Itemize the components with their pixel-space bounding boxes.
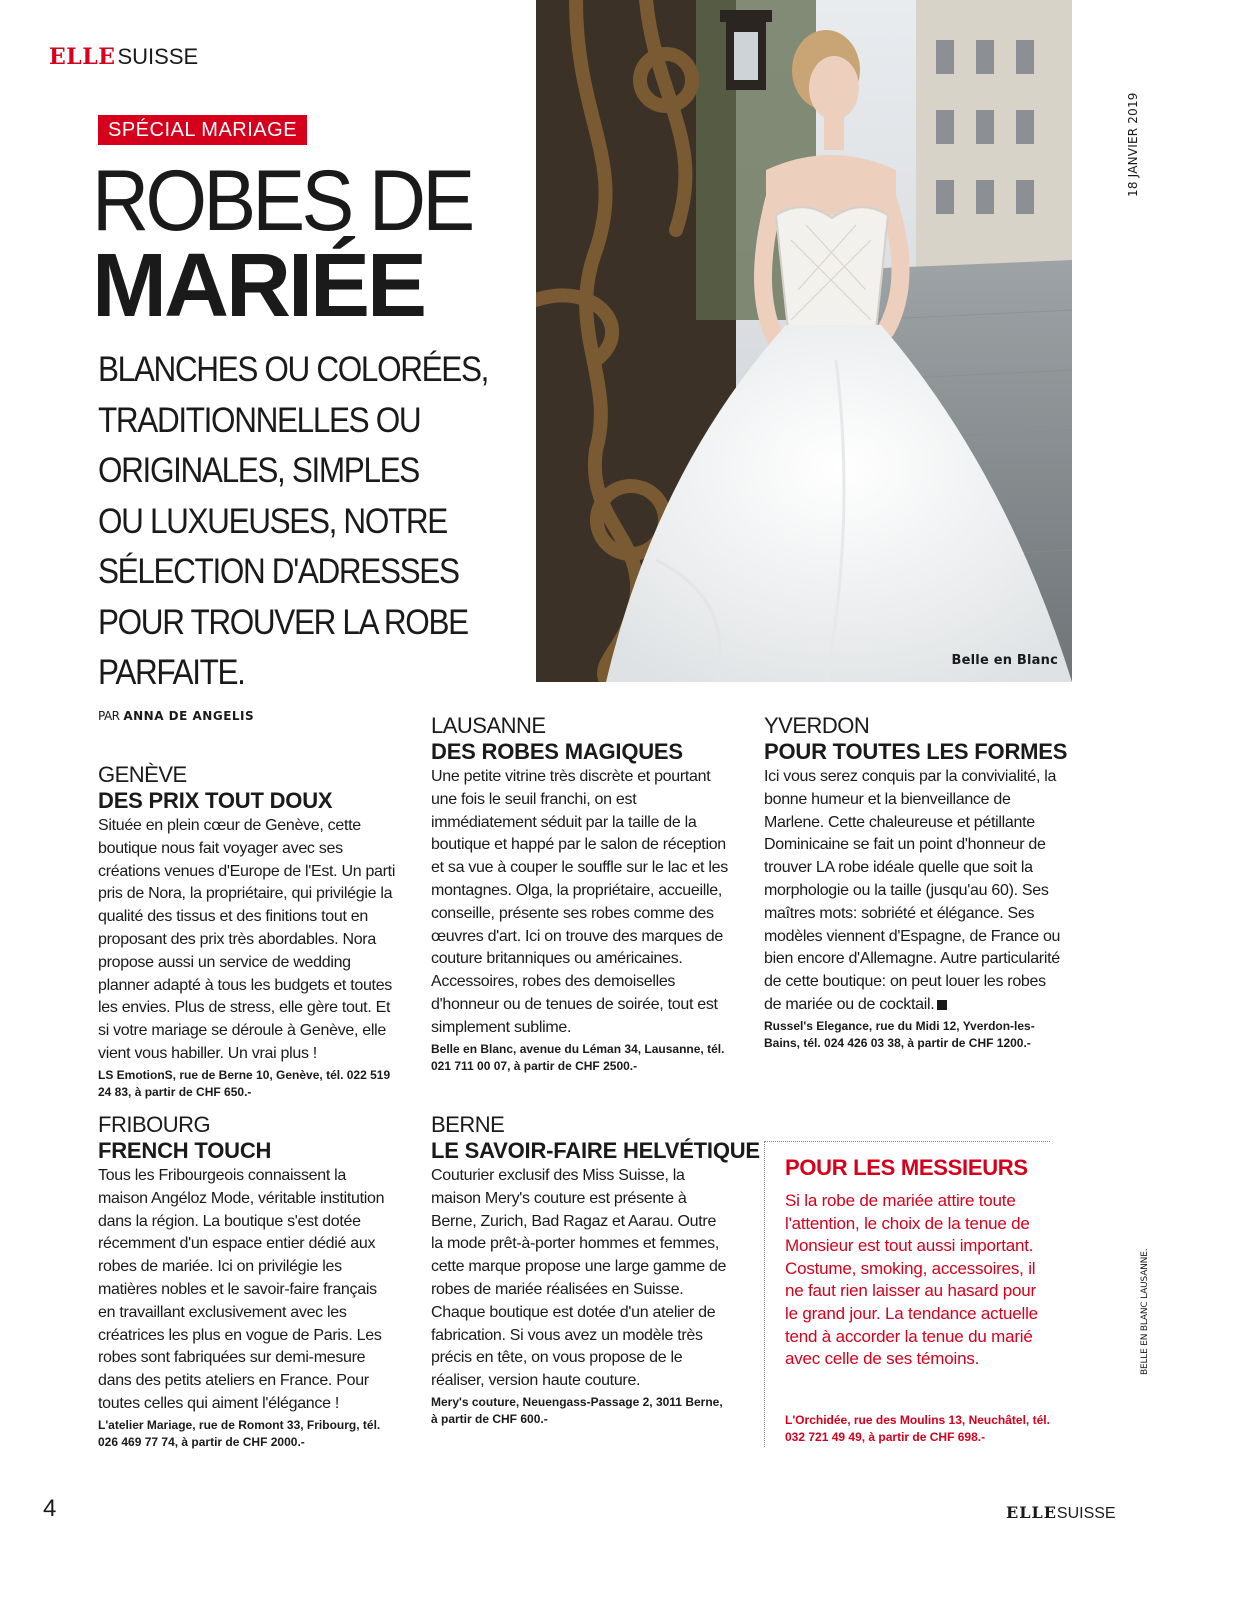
section-body-text: Ici vous serez conquis par la convivialité, la bonne humeur et la bienveillance de Marlene. Cette chaleureuse et pétillante Dominicaine se fait un point d'honneur de trouver LA robe idéale quelle que soit la morphologie ou la taille (jusqu'au 60). Ses maîtres mots: sobriété et élégance. Ses modèles viennent d'Espagne, de France ou bien encore d'Allemagne. Autre particularité de cette boutique: on peut louer les robes de mariée ou de cocktail.	[764, 768, 1061, 1013]
section-geneve	[98, 762, 398, 1101]
section-body	[764, 766, 1064, 1017]
section-city: FRIBOURG	[98, 1112, 211, 1137]
section-address: L'atelier Mariage, rue de Romont 33, Fribourg, tél. 026 469 77 74, à partir de CHF 2000.-	[98, 1417, 381, 1449]
section-heading: DES PRIX TOUT DOUX	[98, 788, 333, 813]
sidebar-box-title: POUR LES MESSIEURS	[785, 1155, 1028, 1180]
byline-author: ANNA DE ANGELIS	[123, 709, 255, 723]
intro-line: TRADITIONNELLES OU	[98, 400, 421, 440]
logo-suisse: SUISSE	[117, 44, 199, 69]
section-berne	[431, 1112, 760, 1428]
logo-elle: ELLE	[49, 44, 116, 70]
section-fribourg	[98, 1112, 398, 1451]
section-address: Russel's Elegance, rue du Midi 12, Yverdon-les-Bains, tél. 024 426 03 38, à partir de CHF 1200.-	[764, 1018, 1035, 1050]
intro-standfirst	[98, 345, 489, 699]
photo-caption: Belle en Blanc	[951, 653, 1058, 668]
section-body: Située en plein cœur de Genève, cette boutique nous fait voyager avec ses créations venues d'Europe de l'Est. Un parti pris de Nora, la propriétaire, qui privilégie la qualité des tissus et des finitions tout en proposant des prix très abordables. Nora propose aussi un service de wedding planner adapté à tous les budgets et toutes les envies. Plus de stress, elle gère tout. Et si votre mariage se déroule à Genève, elle vient vous habiller. Un vrai plus !	[98, 817, 396, 1062]
end-mark-icon	[937, 1000, 947, 1010]
section-address: Belle en Blanc, avenue du Léman 34, Lausanne, tél. 021 711 00 07, à partir de CHF 2500.-	[431, 1041, 725, 1073]
issue-date-text: 18 JANVIER 2019	[1126, 92, 1140, 197]
section-body: Tous les Fribourgeois connaissent la maison Angéloz Mode, véritable institution dans la région. La boutique s'est dotée récemment d'un espace entier dédié aux robes de mariée. Ici on privilégie les matières nobles et le savoir-faire français en travaillant exclusivement avec les créatrices les plus en vogue de Paris. Les robes sont fabriquées sur demi-mesure dans des petits ateliers en France. Pour toutes celles qui aiment l'élégance !	[98, 1167, 385, 1412]
sidebar-box-body: Si la robe de mariée attire toute l'attention, le choix de la tenue de Monsieur est tout aussi important. Costume, smoking, accessoires, il ne faut rien laisser au hasard pour le grand jour. La tendance actuelle tend à accorder la tenue du marié avec celle de ses témoins.	[785, 1191, 1038, 1369]
footer-logo-elle: ELLE	[1006, 1503, 1057, 1522]
section-city: BERNE	[431, 1112, 505, 1137]
bride-photo-illustration	[536, 0, 1072, 682]
bride-photo	[536, 0, 1072, 682]
section-city: GENÈVE	[98, 762, 187, 787]
section-body: Couturier exclusif des Miss Suisse, la maison Mery's couture est présente à Berne, Zurich, Bad Ragaz et Aarau. Outre la mode prêt-à-porter hommes et femmes, cette marque propose une large gamme de robes de mariée réalisées en Suisse. Chaque boutique est dotée d'un atelier de fabrication. Si vous avez un modèle très précis en tête, on vous propose de le réaliser, version haute couture.	[431, 1167, 727, 1390]
page-number: 4	[43, 1495, 57, 1522]
intro-line: PARFAITE.	[98, 653, 245, 692]
byline	[98, 708, 254, 724]
intro-line: SÉLECTION D'ADRESSES	[98, 552, 459, 591]
footer-logo	[1006, 1503, 1116, 1523]
section-heading: DES ROBES MAGIQUES	[431, 739, 683, 764]
section-heading: FRENCH TOUCH	[98, 1138, 272, 1163]
sidebar-box-address: L'Orchidée, rue des Moulins 13, Neuchâtel, tél. 032 721 49 49, à partir de CHF 698.-	[785, 1413, 1050, 1444]
intro-line: BLANCHES OU COLORÉES,	[98, 350, 489, 389]
intro-line: ORIGINALES, SIMPLES	[98, 451, 419, 490]
section-address: LS EmotionS, rue de Berne 10, Genève, tél. 022 519 24 83, à partir de CHF 650.-	[98, 1067, 391, 1099]
section-city: YVERDON	[764, 713, 870, 738]
magazine-logo	[49, 44, 198, 71]
section-body: Une petite vitrine très discrète et pourtant une fois le seuil franchi, on est immédiatement séduit par la taille de la boutique et happé par le salon de réception et sa vue à couper le souffle sur le lac et les montagnes. Olga, la propriétaire, accueille, conseille, présente ses robes comme des œuvres d'art. Ici on trouve des marques de couture britanniques ou américaines. Accessoires, robes des demoiselles d'honneur ou de tenues de soirée, tout est simplement sublime.	[431, 768, 728, 1036]
byline-prefix: PAR	[98, 709, 120, 723]
section-lausanne	[431, 713, 731, 1075]
section-address: Mery's couture, Neuengass-Passage 2, 3011 Berne, à partir de CHF 600.-	[431, 1394, 723, 1426]
intro-line: OU LUXUEUSES, NOTRE	[98, 501, 447, 541]
issue-date	[1126, 92, 1146, 197]
photo-credit	[1140, 1240, 1156, 1375]
footer-logo-suisse: SUISSE	[1056, 1505, 1116, 1522]
section-city: LAUSANNE	[431, 713, 546, 738]
intro-line: POUR TROUVER LA ROBE	[98, 602, 468, 642]
title-line-2: MARIÉE	[92, 236, 425, 336]
section-heading: POUR TOUTES LES FORMES	[764, 739, 1068, 764]
photo-credit-text: BELLE EN BLANC LAUSANNE.	[1140, 1248, 1150, 1375]
section-heading: LE SAVOIR-FAIRE HELVÉTIQUE	[431, 1138, 760, 1163]
section-yverdon	[764, 713, 1068, 1052]
sidebar-box	[764, 1141, 1050, 1447]
section-kicker: SPÉCIAL MARIAGE	[98, 115, 307, 145]
title-line-1: ROBES DE	[92, 153, 472, 249]
